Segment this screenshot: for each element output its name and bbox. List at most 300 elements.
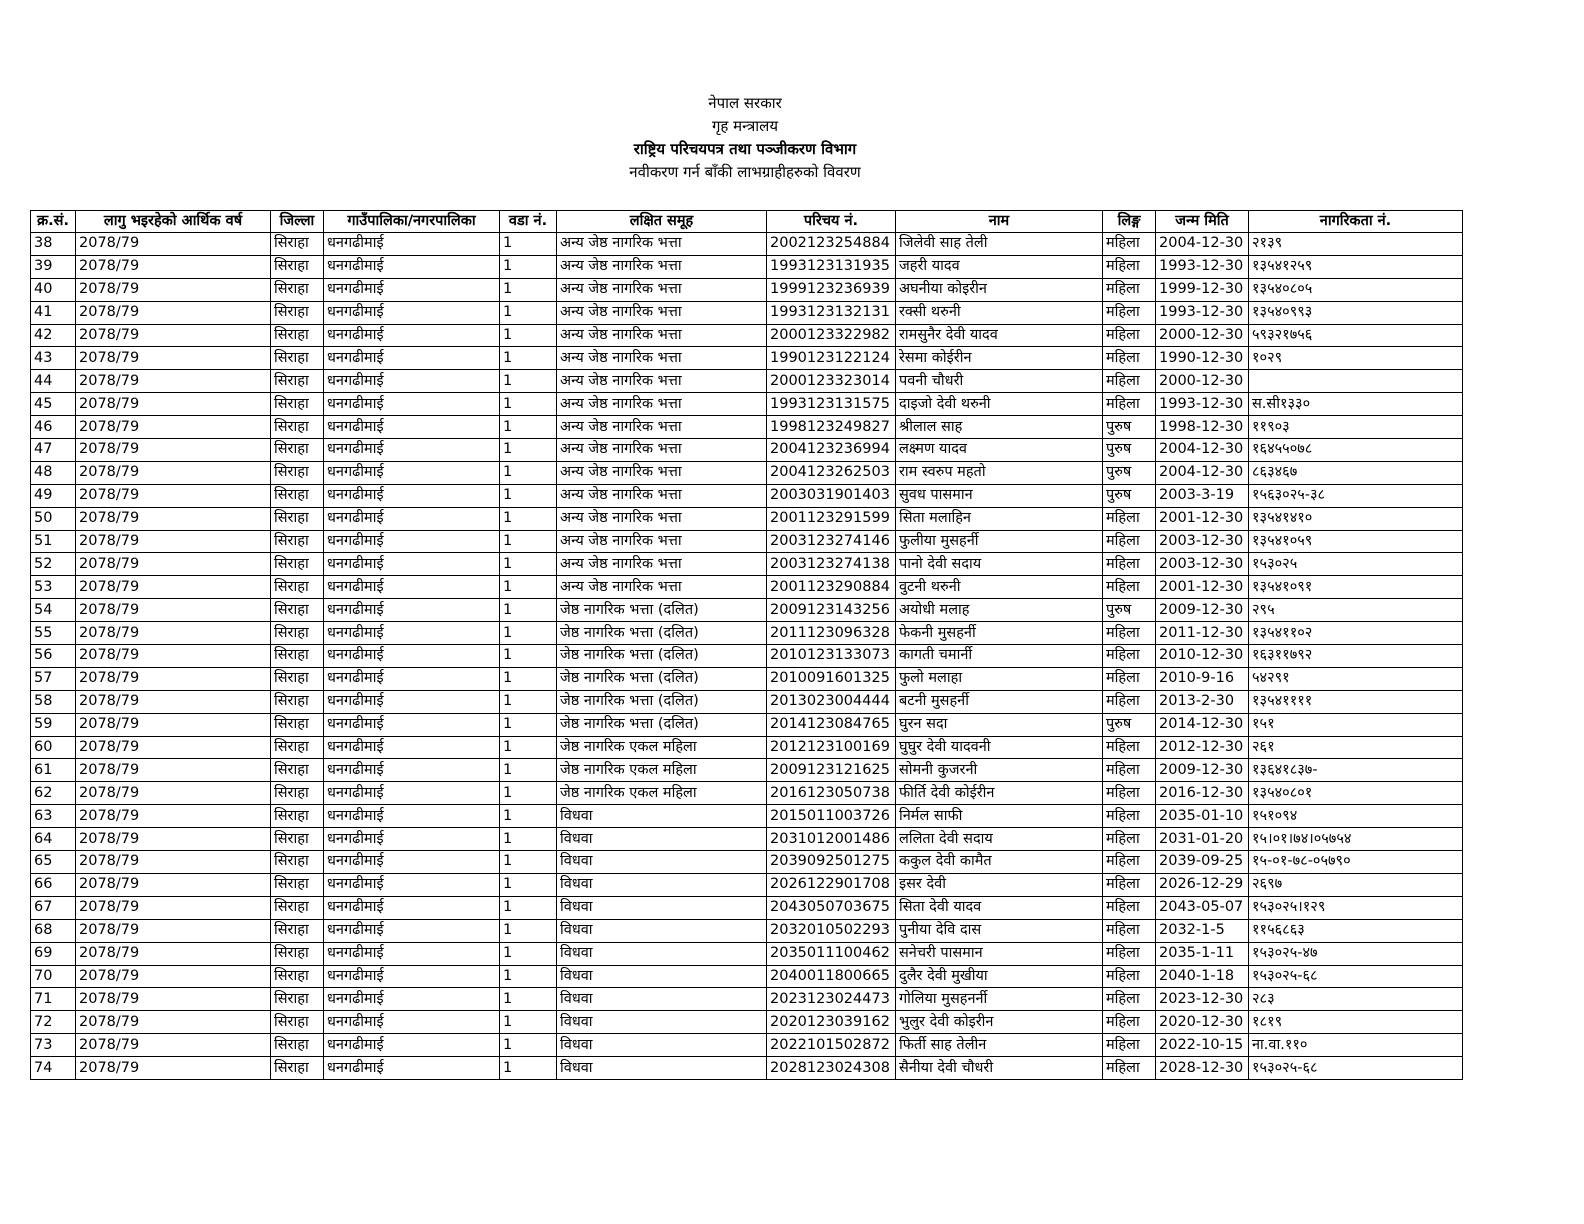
cell-identity-no: 2003123274138	[767, 553, 896, 576]
cell-birth-date: 2012-12-30	[1156, 736, 1249, 759]
table-row	[31, 576, 1463, 599]
cell-district: सिराहा	[271, 255, 324, 278]
table-row	[31, 942, 1463, 965]
cell-identity-no: 2011123096328	[767, 622, 896, 645]
cell-district: सिराहा	[271, 736, 324, 759]
cell-ward-no: 1	[500, 393, 557, 416]
cell-serial-no: 56	[31, 645, 76, 668]
cell-district: सिराहा	[271, 645, 324, 668]
cell-identity-no: 2003123274146	[767, 530, 896, 553]
cell-citizenship-no: १३५४०८०१	[1249, 782, 1463, 805]
cell-gender: महिला	[1103, 873, 1156, 896]
cell-target-group: विधवा	[557, 988, 767, 1011]
cell-identity-no: 1993123131935	[767, 255, 896, 278]
cell-name: सोमनी कुजरनी	[896, 759, 1103, 782]
cell-citizenship-no: १०२९	[1249, 347, 1463, 370]
cell-citizenship-no: ११९०३	[1249, 416, 1463, 439]
cell-serial-no: 72	[31, 1011, 76, 1034]
cell-district: सिराहा	[271, 896, 324, 919]
cell-citizenship-no: १३५४०८०५	[1249, 278, 1463, 301]
cell-municipality: धनगढीमाई	[324, 942, 500, 965]
cell-target-group: विधवा	[557, 851, 767, 874]
cell-birth-date: 1990-12-30	[1156, 347, 1249, 370]
cell-name: जहरी यादव	[896, 255, 1103, 278]
cell-citizenship-no: १५६३०२५-३८	[1249, 484, 1463, 507]
table-row	[31, 599, 1463, 622]
column-header-gender: लिङ्ग	[1103, 211, 1156, 233]
cell-gender: महिला	[1103, 393, 1156, 416]
cell-birth-date: 2013-2-30	[1156, 690, 1249, 713]
cell-target-group: अन्य जेष्ठ नागरिक भत्ता	[557, 347, 767, 370]
cell-fiscal-year: 2078/79	[76, 988, 271, 1011]
cell-target-group: अन्य जेष्ठ नागरिक भत्ता	[557, 370, 767, 393]
cell-gender: पुरुष	[1103, 599, 1156, 622]
cell-serial-no: 55	[31, 622, 76, 645]
cell-birth-date: 2004-12-30	[1156, 233, 1249, 256]
cell-serial-no: 44	[31, 370, 76, 393]
cell-gender: महिला	[1103, 255, 1156, 278]
cell-district: सिराहा	[271, 439, 324, 462]
cell-identity-no: 2004123236994	[767, 439, 896, 462]
cell-birth-date: 2004-12-30	[1156, 439, 1249, 462]
cell-citizenship-no: १३५४१४१०	[1249, 507, 1463, 530]
cell-district: सिराहा	[271, 851, 324, 874]
table-row	[31, 805, 1463, 828]
cell-gender: महिला	[1103, 278, 1156, 301]
cell-fiscal-year: 2078/79	[76, 1011, 271, 1034]
cell-citizenship-no: १५१	[1249, 713, 1463, 736]
table-row	[31, 530, 1463, 553]
cell-birth-date: 2003-12-30	[1156, 553, 1249, 576]
cell-target-group: विधवा	[557, 896, 767, 919]
cell-gender: महिला	[1103, 507, 1156, 530]
cell-birth-date: 2003-12-30	[1156, 530, 1249, 553]
cell-gender: महिला	[1103, 919, 1156, 942]
cell-gender: महिला	[1103, 667, 1156, 690]
cell-fiscal-year: 2078/79	[76, 690, 271, 713]
cell-fiscal-year: 2078/79	[76, 828, 271, 851]
cell-ward-no: 1	[500, 599, 557, 622]
cell-birth-date: 2016-12-30	[1156, 782, 1249, 805]
cell-ward-no: 1	[500, 622, 557, 645]
cell-citizenship-no: १३५४१०९१	[1249, 576, 1463, 599]
column-header-birth-date: जन्म मिति	[1156, 211, 1249, 233]
cell-name: ललिता देवी सदाय	[896, 828, 1103, 851]
table-row	[31, 461, 1463, 484]
cell-birth-date: 1993-12-30	[1156, 255, 1249, 278]
cell-gender: महिला	[1103, 896, 1156, 919]
table-row	[31, 347, 1463, 370]
cell-target-group: जेष्ठ नागरिक एकल महिला	[557, 782, 767, 805]
column-header-identity-no: परिचय नं.	[767, 211, 896, 233]
cell-birth-date: 2003-3-19	[1156, 484, 1249, 507]
cell-birth-date: 1993-12-30	[1156, 393, 1249, 416]
cell-identity-no: 2004123262503	[767, 461, 896, 484]
cell-serial-no: 48	[31, 461, 76, 484]
cell-birth-date: 2035-1-11	[1156, 942, 1249, 965]
cell-serial-no: 51	[31, 530, 76, 553]
cell-district: सिराहा	[271, 690, 324, 713]
cell-ward-no: 1	[500, 782, 557, 805]
cell-district: सिराहा	[271, 324, 324, 347]
table-row	[31, 324, 1463, 347]
cell-birth-date: 2010-12-30	[1156, 645, 1249, 668]
cell-serial-no: 54	[31, 599, 76, 622]
cell-ward-no: 1	[500, 919, 557, 942]
cell-serial-no: 67	[31, 896, 76, 919]
cell-fiscal-year: 2078/79	[76, 416, 271, 439]
cell-name: रेसमा कोईरीन	[896, 347, 1103, 370]
table-row	[31, 301, 1463, 324]
cell-serial-no: 40	[31, 278, 76, 301]
cell-gender: महिला	[1103, 301, 1156, 324]
cell-identity-no: 2032010502293	[767, 919, 896, 942]
table-row	[31, 370, 1463, 393]
cell-citizenship-no: २९५	[1249, 599, 1463, 622]
cell-serial-no: 66	[31, 873, 76, 896]
table-row	[31, 1057, 1463, 1080]
cell-municipality: धनगढीमाई	[324, 530, 500, 553]
cell-ward-no: 1	[500, 667, 557, 690]
cell-target-group: अन्य जेष्ठ नागरिक भत्ता	[557, 439, 767, 462]
cell-citizenship-no: १५३०२५-४७	[1249, 942, 1463, 965]
cell-birth-date: 2035-01-10	[1156, 805, 1249, 828]
cell-gender: महिला	[1103, 805, 1156, 828]
cell-municipality: धनगढीमाई	[324, 507, 500, 530]
table-row	[31, 828, 1463, 851]
table-row	[31, 988, 1463, 1011]
cell-municipality: धनगढीमाई	[324, 919, 500, 942]
table-row	[31, 759, 1463, 782]
cell-municipality: धनगढीमाई	[324, 759, 500, 782]
cell-gender: महिला	[1103, 553, 1156, 576]
column-header-district: जिल्ला	[271, 211, 324, 233]
cell-fiscal-year: 2078/79	[76, 301, 271, 324]
cell-gender: पुरुष	[1103, 439, 1156, 462]
cell-fiscal-year: 2078/79	[76, 370, 271, 393]
cell-gender: महिला	[1103, 690, 1156, 713]
cell-fiscal-year: 2078/79	[76, 805, 271, 828]
column-header-serial-no: क्र.सं.	[31, 211, 76, 233]
cell-identity-no: 2000123323014	[767, 370, 896, 393]
cell-name: फिर्ती साह तेलीन	[896, 1034, 1103, 1057]
cell-name: पुनीया देवि दास	[896, 919, 1103, 942]
cell-ward-no: 1	[500, 828, 557, 851]
cell-ward-no: 1	[500, 507, 557, 530]
cell-municipality: धनगढीमाई	[324, 484, 500, 507]
cell-municipality: धनगढीमाई	[324, 599, 500, 622]
cell-birth-date: 1993-12-30	[1156, 301, 1249, 324]
cell-gender: महिला	[1103, 759, 1156, 782]
cell-identity-no: 2043050703675	[767, 896, 896, 919]
cell-name: दाइजो देवी थरुनी	[896, 393, 1103, 416]
cell-target-group: विधवा	[557, 805, 767, 828]
cell-serial-no: 38	[31, 233, 76, 256]
cell-ward-no: 1	[500, 530, 557, 553]
cell-citizenship-no: १३५४०९९३	[1249, 301, 1463, 324]
cell-identity-no: 2028123024308	[767, 1057, 896, 1080]
cell-fiscal-year: 2078/79	[76, 713, 271, 736]
table-row	[31, 690, 1463, 713]
cell-identity-no: 2035011100462	[767, 942, 896, 965]
cell-fiscal-year: 2078/79	[76, 393, 271, 416]
cell-name: सिता देवी यादव	[896, 896, 1103, 919]
cell-target-group: अन्य जेष्ठ नागरिक भत्ता	[557, 576, 767, 599]
cell-name: पानो देवी सदाय	[896, 553, 1103, 576]
cell-identity-no: 2031012001486	[767, 828, 896, 851]
cell-target-group: जेष्ठ नागरिक एकल महिला	[557, 759, 767, 782]
cell-name: पवनी चौधरी	[896, 370, 1103, 393]
cell-fiscal-year: 2078/79	[76, 507, 271, 530]
cell-serial-no: 62	[31, 782, 76, 805]
cell-gender: महिला	[1103, 370, 1156, 393]
cell-birth-date: 1999-12-30	[1156, 278, 1249, 301]
cell-citizenship-no: ८६३४६७	[1249, 461, 1463, 484]
cell-target-group: विधवा	[557, 873, 767, 896]
cell-ward-no: 1	[500, 713, 557, 736]
cell-district: सिराहा	[271, 553, 324, 576]
cell-birth-date: 2031-01-20	[1156, 828, 1249, 851]
cell-target-group: अन्य जेष्ठ नागरिक भत्ता	[557, 530, 767, 553]
cell-identity-no: 2003031901403	[767, 484, 896, 507]
cell-name: फीर्ति देवी कोईरीन	[896, 782, 1103, 805]
cell-municipality: धनगढीमाई	[324, 393, 500, 416]
table-row	[31, 1034, 1463, 1057]
table-body	[31, 233, 1463, 1080]
cell-ward-no: 1	[500, 278, 557, 301]
cell-citizenship-no: १३५४१२५९	[1249, 255, 1463, 278]
table-row	[31, 896, 1463, 919]
cell-district: सिराहा	[271, 576, 324, 599]
cell-ward-no: 1	[500, 347, 557, 370]
cell-identity-no: 2001123290884	[767, 576, 896, 599]
cell-ward-no: 1	[500, 965, 557, 988]
cell-name: वुटनी थरुनी	[896, 576, 1103, 599]
document-header	[0, 92, 1490, 184]
cell-target-group: अन्य जेष्ठ नागरिक भत्ता	[557, 393, 767, 416]
cell-serial-no: 70	[31, 965, 76, 988]
cell-citizenship-no: २८३	[1249, 988, 1463, 1011]
cell-ward-no: 1	[500, 324, 557, 347]
cell-district: सिराहा	[271, 965, 324, 988]
cell-municipality: धनगढीमाई	[324, 713, 500, 736]
cell-identity-no: 2040011800665	[767, 965, 896, 988]
cell-gender: पुरुष	[1103, 713, 1156, 736]
cell-target-group: विधवा	[557, 919, 767, 942]
cell-gender: महिला	[1103, 324, 1156, 347]
cell-ward-no: 1	[500, 988, 557, 1011]
cell-ward-no: 1	[500, 416, 557, 439]
cell-serial-no: 47	[31, 439, 76, 462]
cell-fiscal-year: 2078/79	[76, 347, 271, 370]
cell-birth-date: 2028-12-30	[1156, 1057, 1249, 1080]
cell-target-group: अन्य जेष्ठ नागरिक भत्ता	[557, 461, 767, 484]
cell-fiscal-year: 2078/79	[76, 255, 271, 278]
cell-citizenship-no: १३६४१८३७-	[1249, 759, 1463, 782]
column-header-name: नाम	[896, 211, 1103, 233]
column-header-fiscal-year: लागु भइरहेको आर्थिक वर्ष	[76, 211, 271, 233]
table-row	[31, 507, 1463, 530]
cell-district: सिराहा	[271, 873, 324, 896]
cell-name: गोलिया मुसहनर्नी	[896, 988, 1103, 1011]
cell-name: फुलीया मुसहर्नी	[896, 530, 1103, 553]
cell-ward-no: 1	[500, 301, 557, 324]
cell-municipality: धनगढीमाई	[324, 233, 500, 256]
cell-citizenship-no	[1249, 370, 1463, 393]
cell-target-group: विधवा	[557, 965, 767, 988]
cell-citizenship-no: २१३९	[1249, 233, 1463, 256]
cell-ward-no: 1	[500, 1057, 557, 1080]
cell-district: सिराहा	[271, 393, 324, 416]
cell-municipality: धनगढीमाई	[324, 805, 500, 828]
cell-fiscal-year: 2078/79	[76, 324, 271, 347]
table-row	[31, 851, 1463, 874]
cell-birth-date: 2000-12-30	[1156, 324, 1249, 347]
cell-serial-no: 71	[31, 988, 76, 1011]
table-row	[31, 439, 1463, 462]
cell-municipality: धनगढीमाई	[324, 255, 500, 278]
cell-fiscal-year: 2078/79	[76, 942, 271, 965]
header-row	[31, 211, 1463, 233]
cell-target-group: अन्य जेष्ठ नागरिक भत्ता	[557, 553, 767, 576]
cell-identity-no: 1990123122124	[767, 347, 896, 370]
cell-fiscal-year: 2078/79	[76, 576, 271, 599]
cell-fiscal-year: 2078/79	[76, 759, 271, 782]
cell-fiscal-year: 2078/79	[76, 965, 271, 988]
cell-target-group: अन्य जेष्ठ नागरिक भत्ता	[557, 278, 767, 301]
cell-ward-no: 1	[500, 1034, 557, 1057]
cell-citizenship-no: १५।०१।७४।०५७५४	[1249, 828, 1463, 851]
cell-gender: महिला	[1103, 1034, 1156, 1057]
cell-fiscal-year: 2078/79	[76, 896, 271, 919]
cell-target-group: विधवा	[557, 942, 767, 965]
cell-birth-date: 2023-12-30	[1156, 988, 1249, 1011]
cell-municipality: धनगढीमाई	[324, 576, 500, 599]
cell-birth-date: 2009-12-30	[1156, 599, 1249, 622]
cell-serial-no: 43	[31, 347, 76, 370]
cell-birth-date: 2010-9-16	[1156, 667, 1249, 690]
cell-citizenship-no: २६९७	[1249, 873, 1463, 896]
cell-identity-no: 2020123039162	[767, 1011, 896, 1034]
cell-ward-no: 1	[500, 370, 557, 393]
cell-serial-no: 57	[31, 667, 76, 690]
cell-district: सिराहा	[271, 1057, 324, 1080]
cell-serial-no: 41	[31, 301, 76, 324]
cell-target-group: जेष्ठ नागरिक भत्ता (दलित)	[557, 713, 767, 736]
cell-municipality: धनगढीमाई	[324, 324, 500, 347]
cell-serial-no: 58	[31, 690, 76, 713]
ministry-name: गृह मन्त्रालय	[711, 117, 779, 135]
cell-gender: महिला	[1103, 1057, 1156, 1080]
table-row	[31, 1011, 1463, 1034]
cell-district: सिराहा	[271, 1011, 324, 1034]
cell-target-group: जेष्ठ नागरिक भत्ता (दलित)	[557, 667, 767, 690]
cell-name: सुवध पासमान	[896, 484, 1103, 507]
cell-target-group: विधवा	[557, 1011, 767, 1034]
cell-birth-date: 1998-12-30	[1156, 416, 1249, 439]
cell-ward-no: 1	[500, 461, 557, 484]
cell-name: अयोधी मलाह	[896, 599, 1103, 622]
cell-municipality: धनगढीमाई	[324, 439, 500, 462]
cell-district: सिराहा	[271, 530, 324, 553]
cell-gender: महिला	[1103, 347, 1156, 370]
cell-district: सिराहा	[271, 828, 324, 851]
cell-fiscal-year: 2078/79	[76, 667, 271, 690]
cell-citizenship-no: ११५६८६३	[1249, 919, 1463, 942]
cell-name: फेकनी मुसहर्नी	[896, 622, 1103, 645]
table-row	[31, 919, 1463, 942]
column-header-ward-no: वडा नं.	[500, 211, 557, 233]
cell-citizenship-no: ना.वा.११०	[1249, 1034, 1463, 1057]
cell-identity-no: 2023123024473	[767, 988, 896, 1011]
cell-district: सिराहा	[271, 622, 324, 645]
cell-identity-no: 2016123050738	[767, 782, 896, 805]
cell-name: रक्सी थरुनी	[896, 301, 1103, 324]
cell-municipality: धनगढीमाई	[324, 553, 500, 576]
beneficiary-table	[30, 210, 1463, 1080]
cell-fiscal-year: 2078/79	[76, 622, 271, 645]
cell-fiscal-year: 2078/79	[76, 736, 271, 759]
cell-birth-date: 2011-12-30	[1156, 622, 1249, 645]
cell-district: सिराहा	[271, 713, 324, 736]
cell-district: सिराहा	[271, 416, 324, 439]
cell-identity-no: 2001123291599	[767, 507, 896, 530]
cell-fiscal-year: 2078/79	[76, 553, 271, 576]
cell-municipality: धनगढीमाई	[324, 828, 500, 851]
cell-identity-no: 2010091601325	[767, 667, 896, 690]
cell-gender: महिला	[1103, 988, 1156, 1011]
cell-target-group: जेष्ठ नागरिक भत्ता (दलित)	[557, 622, 767, 645]
cell-identity-no: 2009123143256	[767, 599, 896, 622]
cell-district: सिराहा	[271, 1034, 324, 1057]
cell-fiscal-year: 2078/79	[76, 278, 271, 301]
cell-municipality: धनगढीमाई	[324, 370, 500, 393]
cell-municipality: धनगढीमाई	[324, 1057, 500, 1080]
cell-citizenship-no: १५३०२५-६८	[1249, 1057, 1463, 1080]
cell-target-group: अन्य जेष्ठ नागरिक भत्ता	[557, 324, 767, 347]
cell-serial-no: 53	[31, 576, 76, 599]
cell-district: सिराहा	[271, 507, 324, 530]
cell-ward-no: 1	[500, 484, 557, 507]
cell-district: सिराहा	[271, 919, 324, 942]
cell-target-group: जेष्ठ नागरिक एकल महिला	[557, 736, 767, 759]
cell-gender: महिला	[1103, 828, 1156, 851]
cell-name: दुलैर देवी मुखीया	[896, 965, 1103, 988]
department-name: राष्ट्रिय परिचयपत्र तथा पञ्जीकरण विभाग	[633, 140, 857, 158]
cell-identity-no: 2002123254884	[767, 233, 896, 256]
table-row	[31, 484, 1463, 507]
cell-name: रामसुनैर देवी यादव	[896, 324, 1103, 347]
cell-municipality: धनगढीमाई	[324, 416, 500, 439]
cell-name: लक्ष्मण यादव	[896, 439, 1103, 462]
cell-serial-no: 74	[31, 1057, 76, 1080]
cell-ward-no: 1	[500, 255, 557, 278]
cell-fiscal-year: 2078/79	[76, 873, 271, 896]
cell-district: सिराहा	[271, 484, 324, 507]
cell-target-group: अन्य जेष्ठ नागरिक भत्ता	[557, 484, 767, 507]
cell-serial-no: 64	[31, 828, 76, 851]
cell-district: सिराहा	[271, 988, 324, 1011]
cell-target-group: विधवा	[557, 1057, 767, 1080]
cell-target-group: अन्य जेष्ठ नागरिक भत्ता	[557, 507, 767, 530]
table-header	[31, 211, 1463, 233]
cell-target-group: विधवा	[557, 1034, 767, 1057]
cell-district: सिराहा	[271, 370, 324, 393]
cell-fiscal-year: 2078/79	[76, 530, 271, 553]
cell-identity-no: 2014123084765	[767, 713, 896, 736]
cell-identity-no: 1993123131575	[767, 393, 896, 416]
cell-municipality: धनगढीमाई	[324, 851, 500, 874]
